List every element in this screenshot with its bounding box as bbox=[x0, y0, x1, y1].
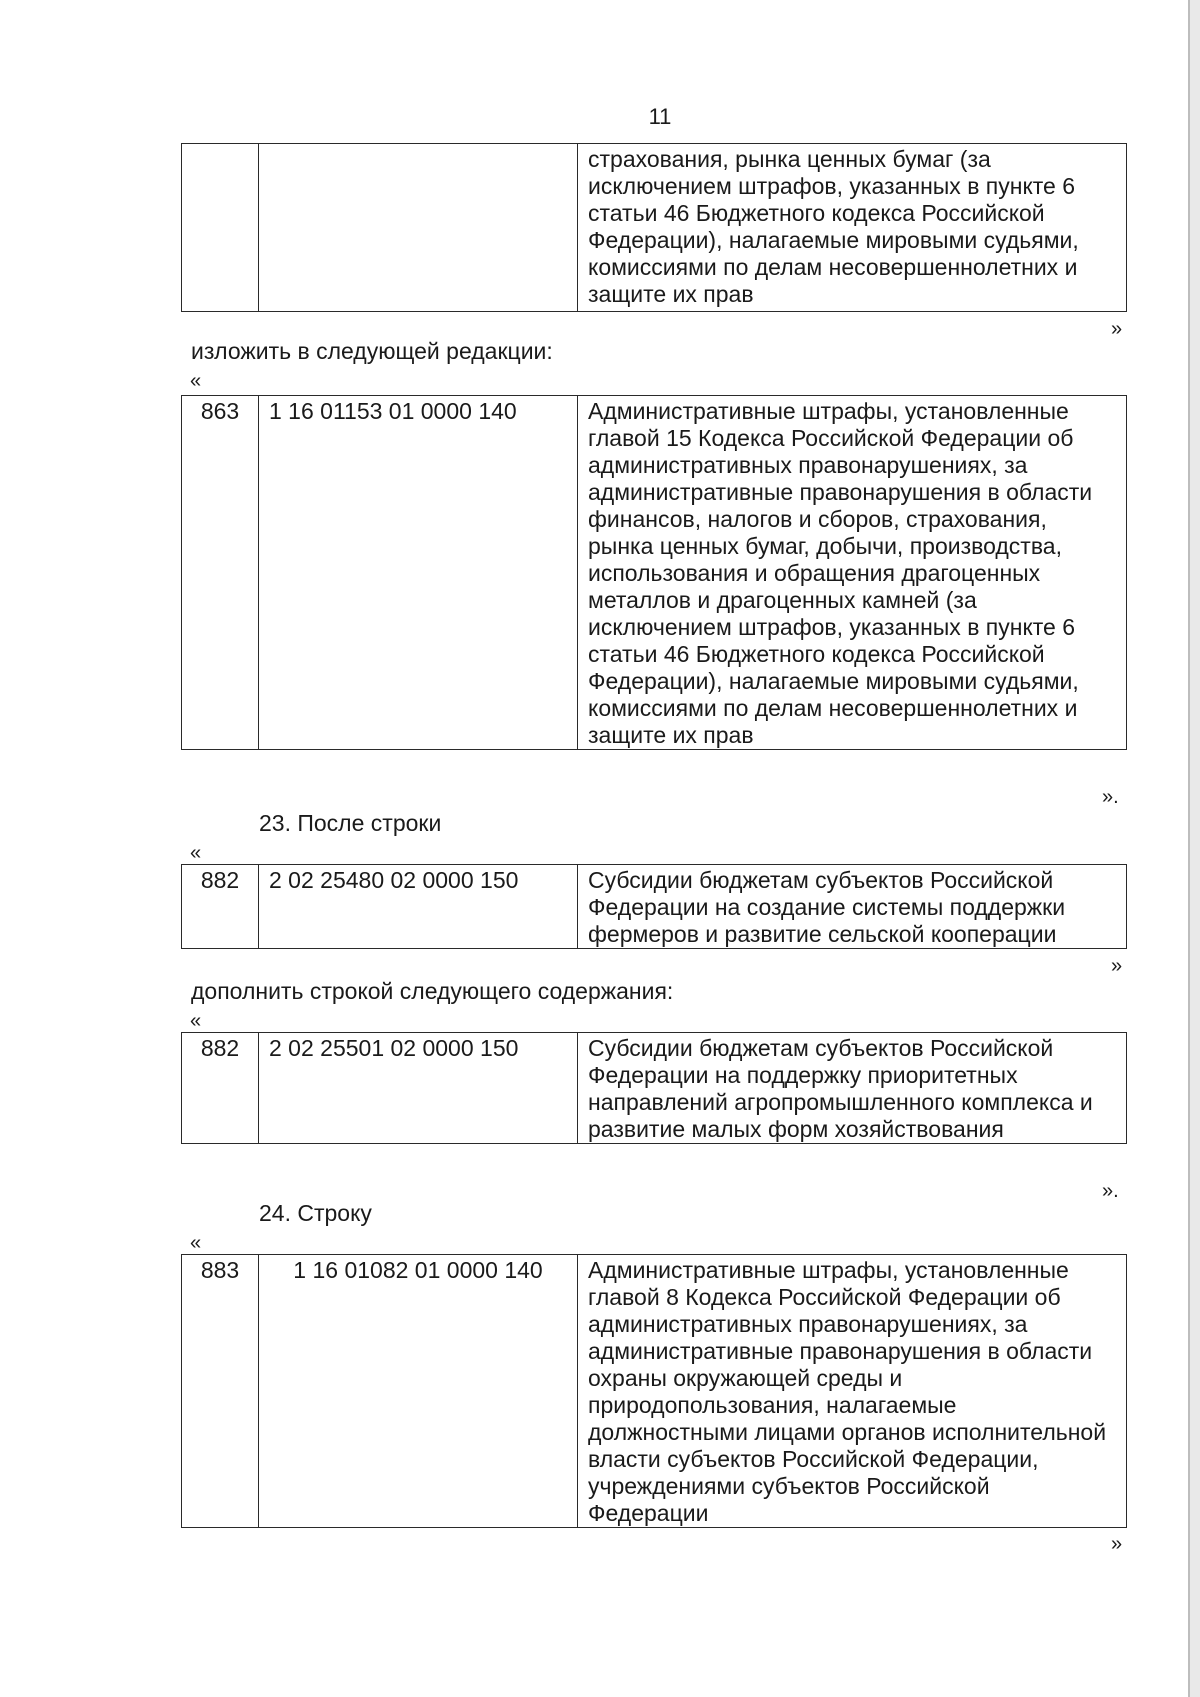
replacement-table bbox=[181, 395, 1127, 750]
table-row bbox=[182, 1033, 1127, 1144]
code-cell: 883 bbox=[182, 1255, 259, 1528]
reference-table bbox=[181, 864, 1127, 949]
instruction-text: дополнить строкой следующего содержания: bbox=[191, 978, 674, 1004]
kbk-cell: 1 16 01082 01 0000 140 bbox=[259, 1255, 578, 1528]
kbk-cell: 1 16 01153 01 0000 140 bbox=[259, 396, 578, 750]
open-quote: « bbox=[190, 370, 202, 392]
addition-table bbox=[181, 1032, 1127, 1144]
table-row bbox=[182, 144, 1127, 312]
close-quote: » bbox=[1111, 955, 1123, 977]
open-quote: « bbox=[190, 1232, 202, 1254]
table-row bbox=[182, 865, 1127, 949]
open-quote: « bbox=[190, 842, 202, 864]
kbk-cell: 2 02 25480 02 0000 150 bbox=[259, 865, 578, 949]
table-row bbox=[182, 1255, 1127, 1528]
description-cell: Субсидии бюджетам субъектов Российской Федерации на поддержку приоритетных направлений агропромышленного комплекса и развитие малых форм хозяйствования bbox=[578, 1033, 1127, 1144]
close-quote: » bbox=[1111, 1533, 1123, 1555]
close-quote: » bbox=[1111, 318, 1123, 340]
code-cell: 882 bbox=[182, 1033, 259, 1144]
description-cell: страхования, рынка ценных бумаг (за исключением штрафов, указанных в пункте 6 статьи 46 Бюджетного кодекса Российской Федерации), налагаемые мировыми судьями, комиссиями по делам несовершеннолетних и защите их прав bbox=[578, 144, 1127, 312]
close-quote: ». bbox=[1102, 786, 1119, 808]
code-cell bbox=[182, 144, 259, 312]
open-quote: « bbox=[190, 1010, 202, 1032]
description-cell: Административные штрафы, установленные главой 8 Кодекса Российской Федерации об административных правонарушениях, за административные правонарушения в области охраны окружающей среды и природопользования, налагаемые должностными лицами органов исполнительной власти субъектов Российской Федерации, учреждениями субъектов Российской Федерации bbox=[578, 1255, 1127, 1528]
table-row bbox=[182, 396, 1127, 750]
description-cell: Субсидии бюджетам субъектов Российской Федерации на создание системы поддержки фермеров и развитие сельской кооперации bbox=[578, 865, 1127, 949]
kbk-cell bbox=[259, 144, 578, 312]
description-cell: Административные штрафы, установленные главой 15 Кодекса Российской Федерации об административных правонарушениях, за административные правонарушения в области финансов, налогов и сборов, страхования, рынка ценных бумаг, добычи, производства, использования и обращения драгоценных металлов и драгоценных камней (за исключением штрафов, указанных в пункте 6 статьи 46 Бюджетного кодекса Российской Федерации), налагаемые мировыми судьями, комиссиями по делам несовершеннолетних и защите их прав bbox=[578, 396, 1127, 750]
section-heading-23: 23. После строки bbox=[259, 810, 442, 836]
code-cell: 863 bbox=[182, 396, 259, 750]
instruction-text: изложить в следующей редакции: bbox=[191, 338, 553, 364]
continuation-table bbox=[181, 143, 1127, 312]
target-row-table bbox=[181, 1254, 1127, 1528]
page-number: 11 bbox=[648, 104, 672, 129]
kbk-cell: 2 02 25501 02 0000 150 bbox=[259, 1033, 578, 1144]
close-quote: ». bbox=[1102, 1180, 1119, 1202]
section-heading-24: 24. Строку bbox=[259, 1200, 372, 1226]
code-cell: 882 bbox=[182, 865, 259, 949]
